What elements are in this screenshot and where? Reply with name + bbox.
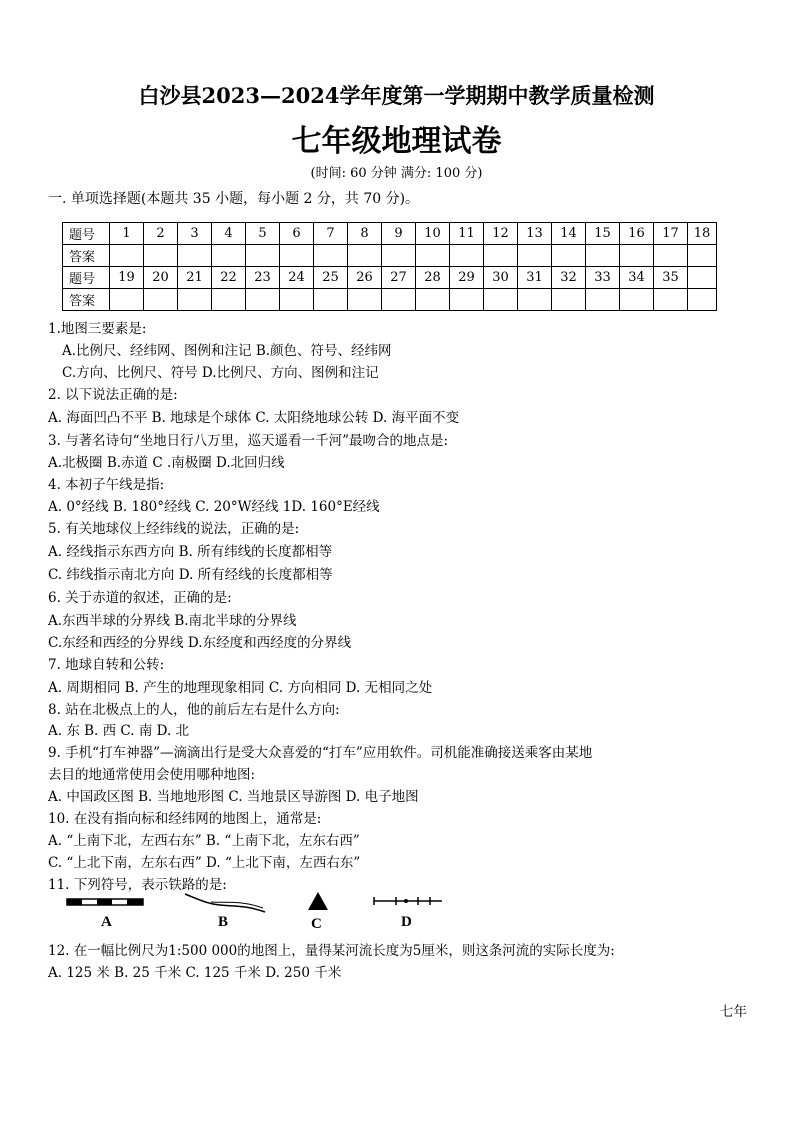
answer-cell[interactable] [212, 245, 246, 267]
answer-cell[interactable] [314, 289, 348, 311]
answer-cell[interactable] [178, 245, 212, 267]
table-cell: 6 [280, 223, 314, 245]
table-cell [688, 267, 717, 289]
answer-cell[interactable] [280, 245, 314, 267]
question-options: A. 周期相同 B. 产生的地理现象相同 C. 方向相同 D. 无相同之处 [48, 680, 433, 696]
question-options: A.东西半球的分界线 B.南北半球的分界线 [48, 613, 297, 629]
river-symbol [183, 890, 268, 916]
table-row [63, 289, 717, 311]
answer-cell[interactable] [348, 245, 382, 267]
exam-info: (时间: 60 分钟 满分: 100 分) [310, 166, 483, 181]
table-cell: 35 [654, 267, 688, 289]
table-cell: 17 [654, 223, 688, 245]
answer-cell[interactable] [586, 289, 620, 311]
answer-cell[interactable] [144, 289, 178, 311]
table-cell: 8 [348, 223, 382, 245]
exam-subject: 七年级地理试卷 [291, 124, 502, 159]
table-cell: 26 [348, 267, 382, 289]
question-stem: 2. 以下说法正确的是: [48, 387, 178, 403]
question-stem: 11. 下列符号，表示铁路的是: [48, 877, 227, 893]
table-cell: 19 [110, 267, 144, 289]
row-label-number: 题号 [63, 267, 110, 289]
table-cell: 10 [416, 223, 450, 245]
question-stem: 12. 在一幅比例尺为1:500 000的地图上，量得某河流长度为5厘米，则这条河流的实际长度为: [48, 943, 615, 959]
table-cell: 16 [620, 223, 654, 245]
table-cell: 7 [314, 223, 348, 245]
question-stem: 6. 关于赤道的叙述，正确的是: [48, 590, 232, 606]
question-stem: 3. 与著名诗句“坐地日行八万里，巡天遥看一千河”最吻合的地点是: [48, 433, 449, 449]
table-cell: 15 [586, 223, 620, 245]
table-cell: 2 [144, 223, 178, 245]
question-stem: 10. 在没有指向标和经纬网的地图上，通常是: [48, 811, 322, 827]
answer-cell[interactable] [450, 245, 484, 267]
section-heading: 一. 单项选择题(本题共 35 小题，每小题 2 分，共 70 分)。 [48, 191, 420, 207]
question-options: A. 125 米 B. 25 千米 C. 125 千米 D. 250 千米 [48, 965, 342, 981]
table-cell: 22 [212, 267, 246, 289]
answer-cell[interactable] [382, 245, 416, 267]
question-stem: 5. 有关地球仪上经纬线的说法，正确的是: [48, 521, 300, 537]
answer-cell[interactable] [314, 245, 348, 267]
question-stem: 1.地图三要素是: [48, 321, 147, 337]
row-label-answer: 答案 [63, 289, 110, 311]
table-cell: 9 [382, 223, 416, 245]
answer-cell[interactable] [348, 289, 382, 311]
boundary-symbol [372, 894, 444, 908]
table-cell: 23 [246, 267, 280, 289]
answer-cell[interactable] [416, 245, 450, 267]
answer-cell[interactable] [144, 245, 178, 267]
table-cell: 5 [246, 223, 280, 245]
answer-cell[interactable] [178, 289, 212, 311]
question-options: C.方向、比例尺、符号 D.比例尺、方向、图例和注记 [62, 365, 379, 381]
question-stem: 4. 本初子午线是指: [48, 477, 165, 493]
question-options: A. 经线指示东西方向 B. 所有纬线的长度都相等 [48, 544, 333, 560]
question-options: A. “上南下北，左西右东” B. “上南下北，左东右西” [48, 833, 360, 849]
table-row [63, 223, 717, 245]
table-cell: 27 [382, 267, 416, 289]
answer-cell[interactable] [450, 289, 484, 311]
answer-cell[interactable] [654, 289, 688, 311]
answer-cell[interactable] [212, 289, 246, 311]
answer-cell[interactable] [110, 245, 144, 267]
answer-cell[interactable] [280, 289, 314, 311]
exam-title: 白沙县2023—2024学年度第一学期期中教学质量检测 [138, 83, 655, 108]
row-label-answer: 答案 [63, 245, 110, 267]
table-cell: 12 [484, 223, 518, 245]
answer-cell[interactable] [552, 289, 586, 311]
table-cell: 4 [212, 223, 246, 245]
answer-cell[interactable] [518, 245, 552, 267]
answer-cell[interactable] [620, 245, 654, 267]
table-cell: 11 [450, 223, 484, 245]
question-options: A. 0°经线 B. 180°经线 C. 20°W经线 1D. 160°E经线 [48, 499, 380, 515]
answer-cell[interactable] [484, 289, 518, 311]
table-cell: 21 [178, 267, 212, 289]
question-options: C. 纬线指示南北方向 D. 所有经线的长度都相等 [48, 567, 333, 583]
answer-cell[interactable] [416, 289, 450, 311]
question-stem: 8. 站在北极点上的人，他的前后左右是什么方向: [48, 702, 340, 718]
table-cell: 3 [178, 223, 212, 245]
answer-cell[interactable] [246, 289, 280, 311]
answer-cell[interactable] [552, 245, 586, 267]
answer-cell[interactable] [688, 289, 717, 311]
table-cell: 14 [552, 223, 586, 245]
symbol-label: A [101, 914, 112, 930]
table-cell: 25 [314, 267, 348, 289]
question-options: A.北极圈 B.赤道 C .南极圈 D.北回归线 [48, 455, 285, 471]
table-cell: 29 [450, 267, 484, 289]
question-stem: 7. 地球自转和公转: [48, 657, 165, 673]
page-footer: 七年 [720, 1004, 747, 1020]
answer-cell[interactable] [382, 289, 416, 311]
answer-cell[interactable] [586, 245, 620, 267]
table-cell: 34 [620, 267, 654, 289]
question-options: C.东经和西经的分界线 D.东经度和西经度的分界线 [48, 635, 352, 651]
table-row [63, 267, 717, 289]
question-options: C. “上北下南，左东右西” D. “上北下南，左西右东” [48, 855, 361, 871]
table-row [63, 245, 717, 267]
answer-cell[interactable] [518, 289, 552, 311]
table-cell: 30 [484, 267, 518, 289]
symbol-label: C [311, 916, 322, 932]
question-options: A.比例尺、经纬网、图例和注记 B.颜色、符号、经纬网 [62, 343, 392, 359]
question-options: A. 东 B. 西 C. 南 D. 北 [48, 723, 190, 739]
table-cell: 20 [144, 267, 178, 289]
answer-cell[interactable] [688, 245, 717, 267]
table-cell: 13 [518, 223, 552, 245]
row-label-number: 题号 [63, 223, 110, 245]
question-stem: 9. 手机“打车神器”—滴滴出行是受大众喜爱的“打车”应用软件。司机能准确接送乘客由某地 [48, 745, 593, 761]
peak-symbol [306, 890, 330, 912]
answer-table [62, 222, 717, 311]
answer-cell[interactable] [110, 289, 144, 311]
railway-symbol [66, 896, 146, 910]
answer-cell[interactable] [484, 245, 518, 267]
symbol-label: B [218, 914, 229, 930]
answer-cell[interactable] [620, 289, 654, 311]
table-cell: 33 [586, 267, 620, 289]
question-options: A. 中国政区图 B. 当地地形图 C. 当地景区导游图 D. 电子地图 [48, 789, 419, 805]
table-cell: 24 [280, 267, 314, 289]
table-cell: 18 [688, 223, 717, 245]
answer-cell[interactable] [246, 245, 280, 267]
table-cell: 31 [518, 267, 552, 289]
table-cell: 32 [552, 267, 586, 289]
question-options: 去目的地通常使用会使用哪种地图: [48, 767, 256, 783]
question-options: A. 海面凹凸不平 B. 地球是个球体 C. 太阳绕地球公转 D. 海平面不变 [48, 410, 460, 426]
table-cell: 28 [416, 267, 450, 289]
table-cell: 1 [110, 223, 144, 245]
symbol-label: D [401, 914, 412, 930]
answer-cell[interactable] [654, 245, 688, 267]
